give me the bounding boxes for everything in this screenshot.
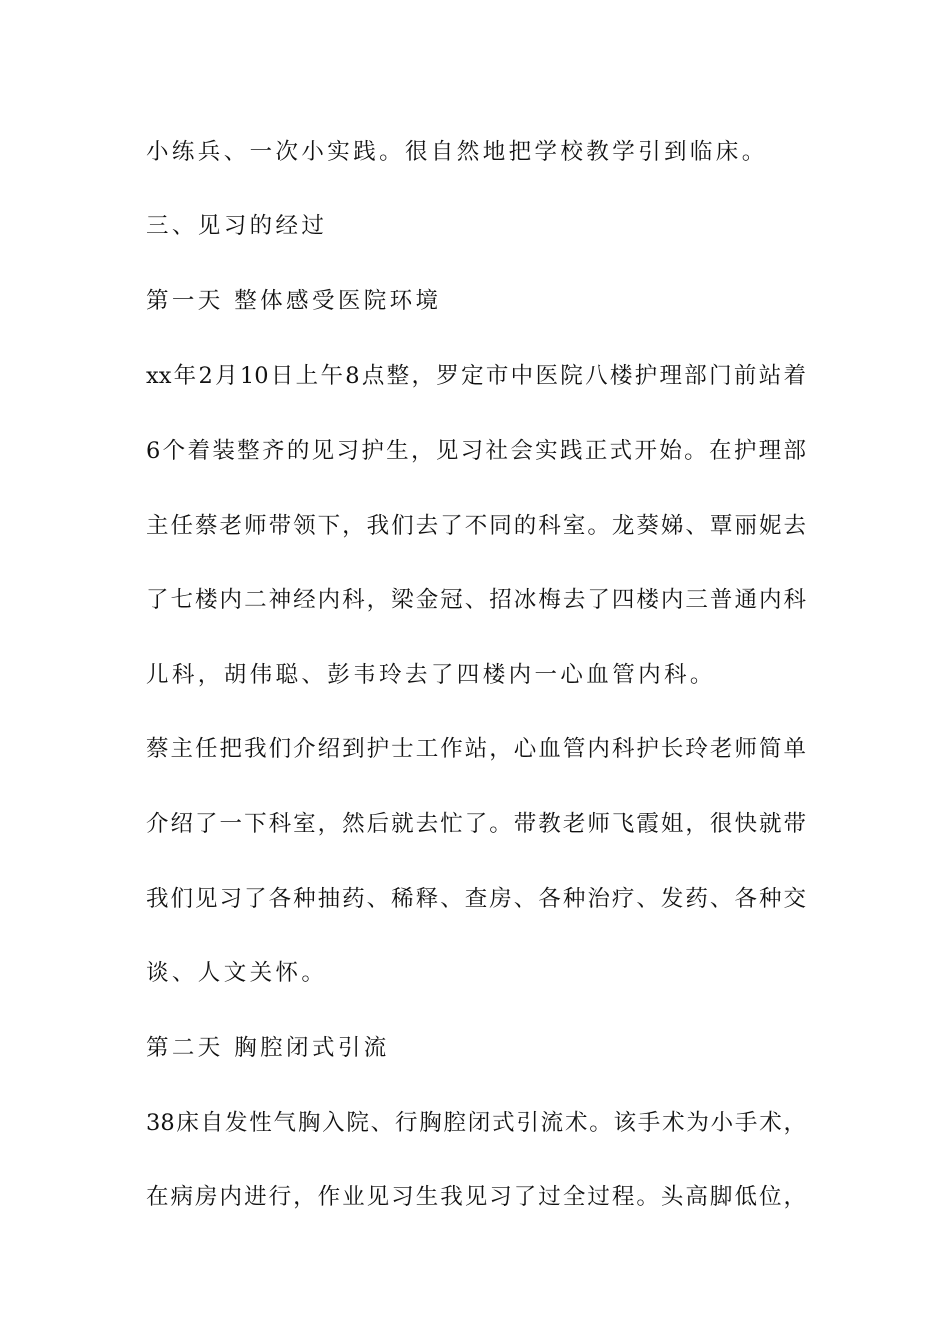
paragraph-line-9: 蔡主任把我们介绍到护士工作站，心血管内科护长玲老师简单	[146, 736, 806, 762]
paragraph-line-15: 在病房内进行，作业见习生我见习了过全过程。头高脚低位，	[146, 1184, 806, 1210]
paragraph-line-11: 我们见习了各种抽药、稀释、查房、各种治疗、发药、各种交	[146, 886, 806, 912]
paragraph-line-10: 介绍了一下科室，然后就去忙了。带教老师飞霞姐，很快就带	[146, 811, 806, 837]
paragraph-line-14: 38床自发性气胸入院、行胸腔闭式引流术。该手术为小手术，	[146, 1110, 806, 1136]
paragraph-line-1: 小练兵、一次小实践。很自然地把学校教学引到临床。	[146, 139, 768, 165]
paragraph-line-7: 了七楼内二神经内科，梁金冠、招冰梅去了四楼内三普通内科	[146, 587, 806, 613]
day-one-heading: 第一天 整体感受医院环境	[146, 288, 442, 314]
paragraph-line-8: 儿科，胡伟聪、彭韦玲去了四楼内一心血管内科。	[146, 662, 716, 688]
paragraph-line-5: 6个着装整齐的见习护生，见习社会实践正式开始。在护理部	[146, 438, 806, 464]
paragraph-line-6: 主任蔡老师带领下，我们去了不同的科室。龙葵娣、覃丽妮去	[146, 513, 806, 539]
paragraph-line-4: xx年2月10日上午8点整，罗定市中医院八楼护理部门前站着	[146, 363, 806, 389]
paragraph-line-12: 谈、人文关怀。	[146, 960, 328, 986]
section-heading: 三、见习的经过	[146, 213, 328, 239]
day-two-heading: 第二天 胸腔闭式引流	[146, 1035, 390, 1061]
